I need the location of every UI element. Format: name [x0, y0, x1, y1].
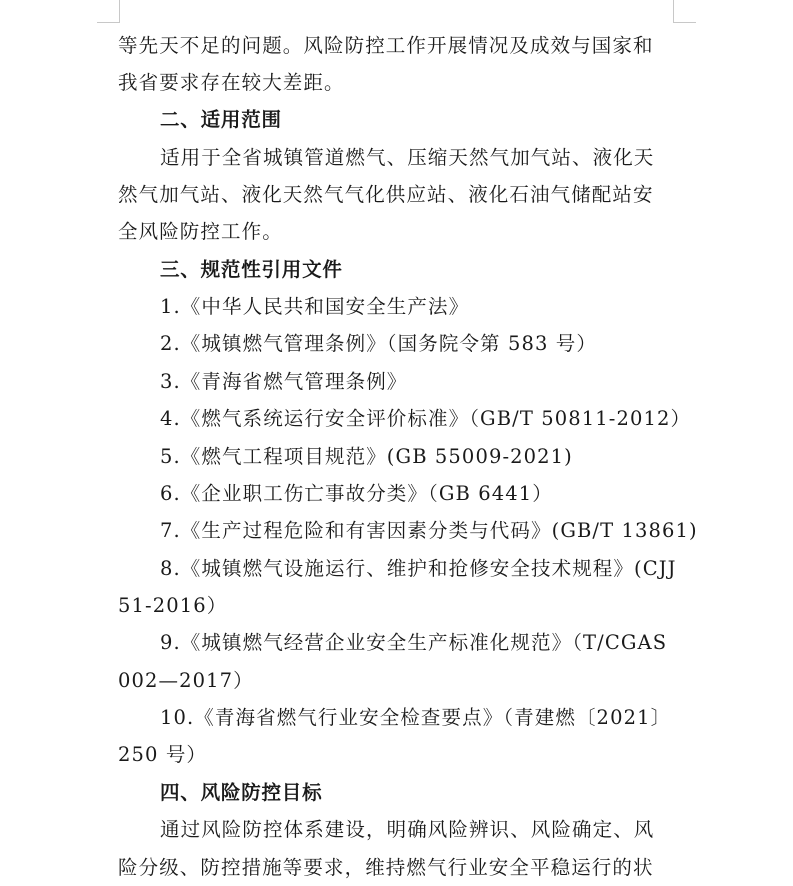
- paragraph-line: 然气加气站、液化天然气气化供应站、液化石油气储配站安: [118, 183, 654, 206]
- paragraph-line: 险分级、防控措施等要求，维持燃气行业安全平稳运行的状: [118, 856, 654, 879]
- margin-corner-mark-right: [673, 0, 696, 23]
- reference-item: 10.《青海省燃气行业安全检查要点》（青建燃〔2021〕: [160, 706, 672, 729]
- reference-item: 1.《中华人民共和国安全生产法》: [160, 295, 470, 318]
- paragraph-line: 我省要求存在较大差距。: [118, 71, 345, 94]
- paragraph-line: 等先天不足的问题。风险防控工作开展情况及成效与国家和: [118, 34, 654, 57]
- reference-item: 8.《城镇燃气设施运行、维护和抢修安全技术规程》(CJJ: [160, 557, 677, 580]
- reference-item: 3.《青海省燃气管理条例》: [160, 370, 408, 393]
- section-heading-references: 三、规范性引用文件: [160, 258, 343, 281]
- reference-item: 7.《生产过程危险和有害因素分类与代码》(GB/T 13861): [160, 519, 698, 542]
- paragraph-line: 通过风险防控体系建设，明确风险辨识、风险确定、风: [160, 818, 655, 841]
- reference-item: 9.《城镇燃气经营企业安全生产标准化规范》（T/CGAS: [160, 631, 668, 654]
- paragraph-line: 全风险防控工作。: [118, 220, 283, 243]
- paragraph-line: 适用于全省城镇管道燃气、压缩天然气加气站、液化天: [160, 146, 655, 169]
- reference-item: 4.《燃气系统运行安全评价标准》（GB/T 50811-2012）: [160, 407, 692, 430]
- reference-item-continuation: 51-2016）: [118, 594, 228, 617]
- reference-item-continuation: 250 号）: [118, 743, 208, 766]
- section-heading-scope: 二、适用范围: [160, 108, 282, 131]
- section-heading-objectives: 四、风险防控目标: [160, 781, 323, 804]
- reference-item: 5.《燃气工程项目规范》(GB 55009-2021): [160, 445, 573, 468]
- reference-item: 2.《城镇燃气管理条例》（国务院令第 583 号）: [160, 332, 597, 355]
- reference-item-continuation: 002—2017）: [118, 669, 254, 692]
- margin-corner-mark-left: [97, 0, 120, 23]
- reference-item: 6.《企业职工伤亡事故分类》（GB 6441）: [160, 482, 553, 505]
